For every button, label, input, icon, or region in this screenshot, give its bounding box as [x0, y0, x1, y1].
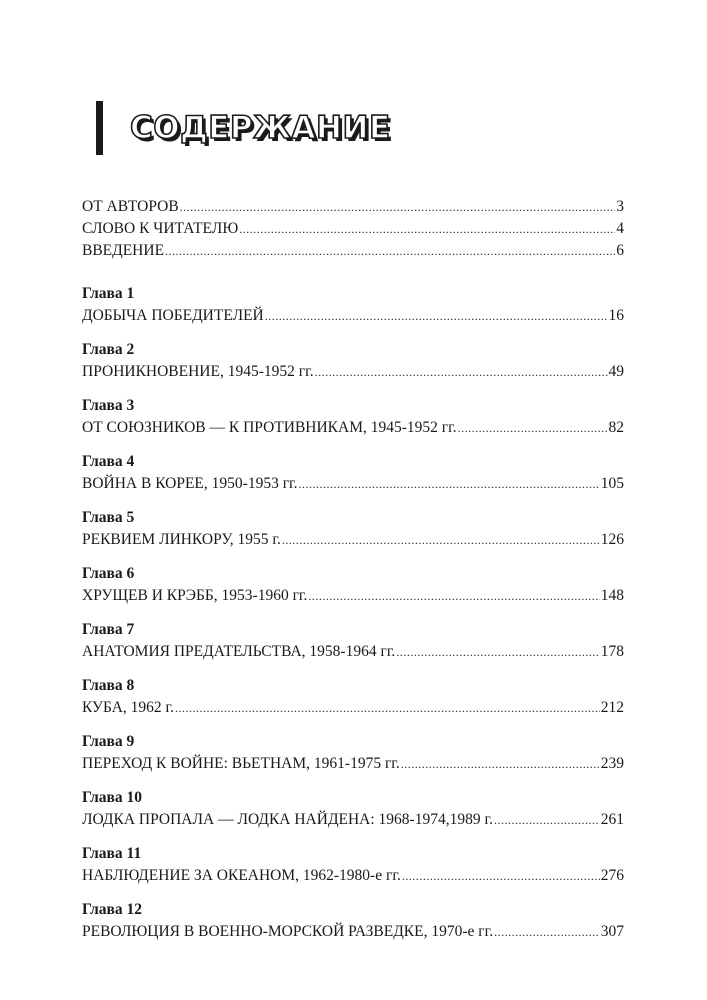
dot-leader [308, 585, 599, 607]
chapter-label: Глава 2 [82, 341, 135, 358]
chapter-label: Глава 1 [82, 285, 135, 302]
chapter-page-number: 148 [600, 587, 624, 604]
chapter-entry [82, 618, 624, 663]
chapter-title: ХРУЩЕВ И КРЭББ, 1953-1960 гг. [82, 587, 308, 604]
chapter-entry [82, 450, 624, 495]
chapter-label: Глава 8 [82, 677, 135, 694]
chapter-entry [82, 338, 624, 383]
toc-entry [82, 865, 624, 887]
front-matter-list [82, 196, 624, 262]
toc-entry [82, 753, 624, 775]
chapter-page-number: 82 [608, 419, 624, 436]
toc-entry [82, 305, 624, 327]
chapter-label: Глава 3 [82, 397, 135, 414]
dot-leader [315, 361, 608, 383]
chapter-label: Глава 12 [82, 901, 143, 918]
toc-entry [82, 473, 624, 495]
toc-entry [82, 697, 624, 719]
toc-entry [82, 361, 624, 383]
chapter-entry [82, 394, 624, 439]
dot-leader [239, 218, 615, 240]
chapter-label: Глава 4 [82, 453, 135, 470]
dot-leader [299, 473, 600, 495]
chapter-page-number: 105 [600, 475, 624, 492]
table-of-contents [82, 196, 624, 954]
toc-entry [82, 641, 624, 663]
chapter-label: Глава 11 [82, 845, 142, 862]
chapter-title: АНАТОМИЯ ПРЕДАТЕЛЬСТВА, 1958-1964 гг. [82, 643, 396, 660]
chapter-title: ОТ СОЮЗНИКОВ — К ПРОТИВНИКАМ, 1945-1952 гг. [82, 419, 457, 436]
chapter-title: РЕКВИЕМ ЛИНКОРУ, 1955 г. [82, 531, 281, 548]
dot-leader [402, 865, 600, 887]
chapter-page-number: 49 [608, 363, 624, 380]
dot-leader [494, 921, 600, 943]
dot-leader [180, 196, 616, 218]
chapter-entry [82, 562, 624, 607]
chapter-page-number: 307 [600, 923, 624, 940]
chapter-entry [82, 674, 624, 719]
chapter-title: ПЕРЕХОД К ВОЙНЕ: ВЬЕТНАМ, 1961-1975 гг. [82, 755, 400, 772]
chapter-page-number: 16 [608, 307, 624, 324]
dot-leader [165, 240, 615, 262]
dot-leader [396, 641, 599, 663]
chapter-title: ВОЙНА В КОРЕЕ, 1950-1953 гг. [82, 475, 298, 492]
chapter-title: ЛОДКА ПРОПАЛА — ЛОДКА НАЙДЕНА: 1968-1974,1989 г. [82, 811, 493, 828]
dot-leader [458, 417, 608, 439]
toc-entry [82, 921, 624, 943]
chapter-entry [82, 842, 624, 887]
toc-entry [82, 529, 624, 551]
chapter-title: ДОБЫЧА ПОБЕДИТЕЛЕЙ [82, 307, 264, 324]
chapter-entry [82, 282, 624, 327]
chapter-label: Глава 10 [82, 789, 143, 806]
dot-leader [175, 697, 600, 719]
dot-leader [265, 305, 608, 327]
chapter-entry [82, 898, 624, 943]
entry-page-number: 3 [616, 198, 624, 215]
toc-entry [82, 417, 624, 439]
chapter-label: Глава 5 [82, 509, 135, 526]
dot-leader [494, 809, 600, 831]
chapter-page-number: 178 [600, 643, 624, 660]
entry-page-number: 4 [616, 220, 624, 237]
toc-entry [82, 240, 624, 262]
chapter-page-number: 212 [600, 699, 624, 716]
toc-entry [82, 585, 624, 607]
toc-entry [82, 809, 624, 831]
chapter-label: Глава 7 [82, 621, 135, 638]
heading-bar [96, 101, 103, 155]
chapter-title: КУБА, 1962 г. [82, 699, 175, 716]
chapter-page-number: 126 [600, 531, 624, 548]
dot-leader [401, 753, 600, 775]
toc-heading [96, 100, 391, 156]
page-title: СОДЕРЖАНИЕ [130, 109, 391, 146]
toc-entry [82, 196, 624, 218]
chapter-page-number: 276 [600, 867, 624, 884]
chapter-entry [82, 506, 624, 551]
chapter-label: Глава 6 [82, 565, 135, 582]
chapter-entry [82, 730, 624, 775]
chapter-page-number: 261 [600, 811, 624, 828]
chapter-label: Глава 9 [82, 733, 135, 750]
chapter-title: РЕВОЛЮЦИЯ В ВОЕННО-МОРСКОЙ РАЗВЕДКЕ, 1970-е гг. [82, 923, 494, 940]
toc-entry [82, 218, 624, 240]
dot-leader [282, 529, 600, 551]
chapter-entry [82, 786, 624, 831]
chapter-title: ПРОНИКНОВЕНИЕ, 1945-1952 гг. [82, 363, 314, 380]
entry-title: ОТ АВТОРОВ [82, 198, 179, 215]
chapter-title: НАБЛЮДЕНИЕ ЗА ОКЕАНОМ, 1962-1980-е гг. [82, 867, 401, 884]
entry-title: СЛОВО К ЧИТАТЕЛЮ [82, 220, 239, 237]
chapter-page-number: 239 [600, 755, 624, 772]
entry-title: ВВЕДЕНИЕ [82, 242, 165, 259]
entry-page-number: 6 [616, 242, 624, 259]
